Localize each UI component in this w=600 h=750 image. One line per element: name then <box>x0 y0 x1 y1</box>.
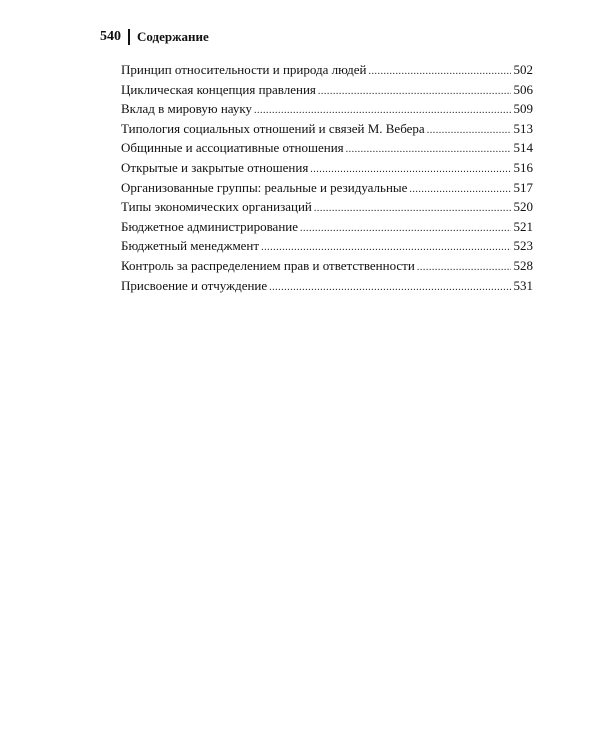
toc-dot-leader <box>314 199 511 217</box>
header-divider <box>128 29 130 45</box>
toc-entry-title: Общинные и ассоциативные отношения <box>121 140 344 156</box>
toc-dot-leader <box>300 219 511 237</box>
toc-dot-leader <box>318 82 511 100</box>
toc-dot-leader <box>310 160 510 178</box>
toc-entry <box>121 217 533 237</box>
toc-entry-page: 513 <box>513 120 533 136</box>
toc-entry <box>121 256 533 276</box>
toc-entry-title: Открытые и закрытые отношения <box>121 159 309 175</box>
toc-entry-page: 509 <box>513 101 533 117</box>
toc-entry <box>121 178 533 198</box>
toc-entry <box>121 158 533 178</box>
toc-entry-title: Принцип относительности и природа людей <box>121 62 367 77</box>
toc-entry <box>121 80 533 100</box>
toc-entry-title: Контроль за распределением прав и ответственности <box>121 257 415 273</box>
toc-entry <box>121 197 533 217</box>
table-of-contents <box>121 60 533 295</box>
toc-dot-leader <box>269 278 510 296</box>
toc-entry-title: Типология социальных отношений и связей М. Вебера <box>121 120 425 136</box>
toc-entry <box>121 119 533 139</box>
toc-entry-page: 517 <box>513 179 533 195</box>
running-head <box>100 28 209 46</box>
toc-dot-leader <box>409 180 510 198</box>
toc-entry-page: 523 <box>513 238 533 254</box>
toc-entry <box>121 276 533 296</box>
toc-entry-title: Бюджетное администрирование <box>121 218 298 234</box>
toc-entry <box>121 99 533 119</box>
toc-entry <box>121 236 533 256</box>
toc-dot-leader <box>254 101 510 119</box>
toc-entry-title: Присвоение и отчуждение <box>121 277 268 293</box>
toc-entry-title: Типы экономических организаций <box>121 199 312 215</box>
toc-entry-title: Организованные группы: реальные и резидуальные <box>121 179 408 195</box>
toc-dot-leader <box>261 238 510 256</box>
toc-entry-title: Вклад в мировую науку <box>121 101 253 117</box>
toc-dot-leader <box>369 62 511 80</box>
toc-entry <box>121 60 533 80</box>
toc-entry-page: 531 <box>513 277 533 293</box>
toc-entry-page: 521 <box>513 218 533 234</box>
page-number: 540 <box>100 29 121 44</box>
toc-entry-page: 520 <box>513 199 533 215</box>
toc-entry-page: 506 <box>513 81 533 97</box>
toc-dot-leader <box>427 121 511 139</box>
toc-entry <box>121 138 533 158</box>
section-title: Содержание <box>137 29 209 44</box>
toc-entry-title: Циклическая концепция правления <box>121 81 316 97</box>
toc-entry-page: 514 <box>513 140 533 156</box>
toc-entry-page: 502 <box>513 62 533 77</box>
toc-entry-page: 516 <box>513 159 533 175</box>
toc-entry-page: 528 <box>513 257 533 273</box>
toc-dot-leader <box>346 140 511 158</box>
toc-dot-leader <box>417 258 511 276</box>
toc-entry-title: Бюджетный менеджмент <box>121 238 260 254</box>
